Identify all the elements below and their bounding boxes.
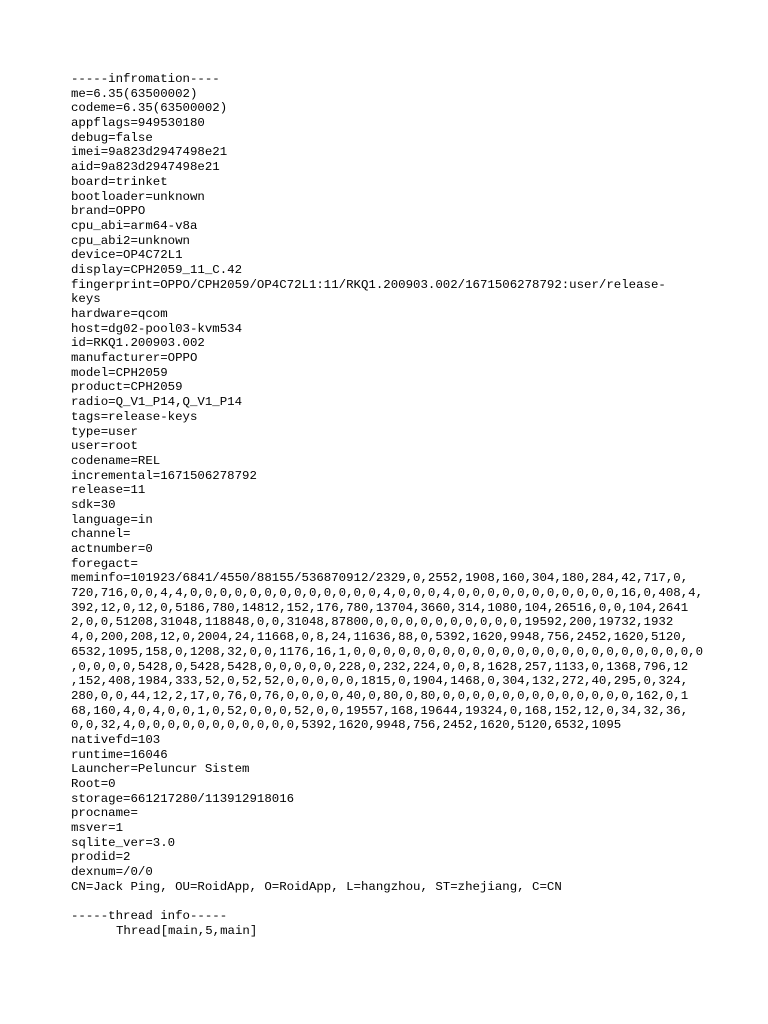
info-line: 392,12,0,12,0,5186,780,14812,152,176,780,13704,3660,314,1080,104,26516,0,0,104,2641 [71,600,689,615]
info-line: aid=9a823d2947498e21 [71,160,220,175]
info-line: display=CPH2059_11_C.42 [71,262,243,277]
info-line: model=CPH2059 [71,365,168,380]
info-line: ,0,0,0,0,5428,0,5428,5428,0,0,0,0,0,228,0,232,224,0,0,8,1628,257,1133,0,1368,796,12 [71,659,689,674]
info-line: user=root [71,439,138,454]
info-line: storage=661217280/113912918016 [71,791,295,806]
info-line: 2,0,0,51208,31048,118848,0,0,31048,87800,0,0,0,0,0,0,0,0,0,0,19592,200,19732,1932 [71,615,674,630]
info-line: codename=REL [71,453,161,468]
info-line: appflags=949530180 [71,116,205,131]
info-line: foregact= [71,556,138,571]
thread-line: Thread[main,5,main] [116,923,258,938]
blank-line [71,895,701,910]
info-line: radio=Q_V1_P14,Q_V1_P14 [71,395,243,410]
thread-info-header: -----thread info----- [71,909,228,924]
info-line: imei=9a823d2947498e21 [71,145,228,160]
info-line: codeme=6.35(63500002) [71,101,228,116]
info-line: type=user [71,424,138,439]
info-line: prodid=2 [71,850,131,865]
info-line: language=in [71,512,153,527]
info-line: brand=OPPO [71,204,146,219]
info-line: product=CPH2059 [71,380,183,395]
info-line: nativefd=103 [71,732,161,747]
info-line: CN=Jack Ping, OU=RoidApp, O=RoidApp, L=hangzhou, ST=zhejiang, C=CN [71,879,562,894]
info-line: sqlite_ver=3.0 [71,835,176,850]
thread-info-section [71,924,701,939]
info-line: hardware=qcom [71,307,168,321]
info-line: meminfo=101923/6841/4550/88155/536870912/2329,0,2552,1908,160,304,180,284,42,717,0, [71,571,689,586]
info-line: msver=1 [71,821,124,836]
log-document [71,72,704,939]
info-line: dexnum=/0/0 [71,865,153,880]
info-line: 6532,1095,158,0,1208,32,0,0,1176,16,1,0,0,0,0,0,0,0,0,0,0,0,0,0,0,0,0,0,0,0,0,0,0,0,0 [71,644,704,659]
info-line: device=OP4C72L1 [71,248,183,263]
info-line: incremental=1671506278792 [71,468,257,483]
info-line: ,152,408,1984,333,52,0,52,52,0,0,0,0,0,1815,0,1904,1468,0,304,132,272,40,295,0,324, [71,674,689,689]
info-line: debug=false [71,130,153,145]
info-line: 0,0,32,4,0,0,0,0,0,0,0,0,0,0,0,5392,1620,9948,756,2452,1620,5120,6532,1095 [71,718,622,733]
info-line: runtime=16046 [71,747,168,762]
information-header: -----infromation---- [71,72,220,86]
info-line: 720,716,0,0,4,4,0,0,0,0,0,0,0,0,0,0,0,0,0,4,0,0,0,4,0,0,0,0,0,0,0,0,0,0,0,16,0,408,4, [71,586,704,601]
info-line: me=6.35(63500002) [71,86,198,101]
info-line: procname= [71,806,138,821]
info-line: 4,0,200,208,12,0,2004,24,11668,0,8,24,11636,88,0,5392,1620,9948,756,2452,1620,5120, [71,630,689,645]
info-line: cpu_abi2=unknown [71,233,190,248]
info-line: host=dg02-pool03-kvm534 [71,321,243,336]
info-line: tags=release-keys [71,409,198,424]
info-line: cpu_abi=arm64-v8a [71,218,198,233]
info-line: bootloader=unknown [71,189,205,204]
info-line: actnumber=0 [71,542,153,556]
info-line: channel= [71,527,131,542]
info-line: 280,0,0,44,12,2,17,0,76,0,76,0,0,0,0,40,0,80,0,80,0,0,0,0,0,0,0,0,0,0,0,0,0,162,0,1 [71,688,689,703]
info-line: keys [71,292,101,307]
info-line: release=11 [71,483,146,498]
info-line: Launcher=Peluncur Sistem [71,762,250,777]
info-line: fingerprint=OPPO/CPH2059/OP4C72L1:11/RKQ1.200903.002/1671506278792:user/release- [71,277,666,292]
info-line: id=RKQ1.200903.002 [71,336,205,351]
info-line: sdk=30 [71,497,116,512]
info-line: Root=0 [71,777,116,791]
info-line: manufacturer=OPPO [71,351,198,366]
info-line: 68,160,4,0,4,0,0,1,0,52,0,0,0,52,0,0,19557,168,19644,19324,0,168,152,12,0,34,32,36, [71,703,689,718]
information-section [71,86,704,895]
info-line: board=trinket [71,174,168,189]
